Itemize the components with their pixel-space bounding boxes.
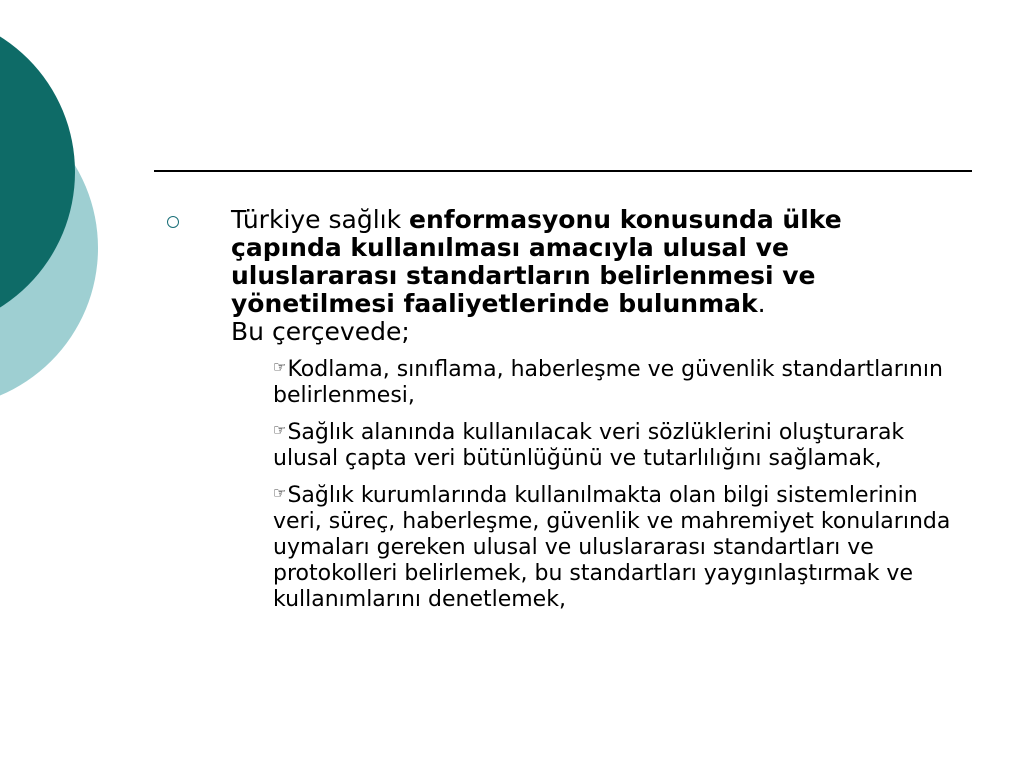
decorative-circles bbox=[0, 0, 110, 410]
title-divider-line bbox=[154, 170, 972, 172]
hollow-circle-bullet-icon bbox=[167, 216, 179, 228]
main-bullet-point bbox=[160, 206, 960, 346]
sub-bullet-item bbox=[273, 417, 960, 472]
main-point-bold: enformasyonu konusunda ülke çapında kullanılması amacıyla ulusal ve uluslararası standartların belirlenmesi ve yönetilmesi faaliyetlerinde bulunmak bbox=[231, 205, 842, 318]
pointing-hand-icon: ☞ bbox=[273, 421, 287, 439]
sub-point-text: Kodlama, sınıflama, haberleşme ve güvenlik standartlarının belirlenmesi, bbox=[273, 357, 943, 408]
sub-bullet-item bbox=[273, 480, 960, 613]
main-point-end: . bbox=[757, 289, 766, 318]
main-point-tail: Bu çerçevede; bbox=[231, 317, 410, 346]
slide-body bbox=[160, 206, 960, 613]
pointing-hand-icon: ☞ bbox=[273, 484, 287, 502]
main-point-intro: Türkiye sağlık bbox=[231, 205, 410, 234]
sub-point-text: Sağlık kurumlarında kullanılmakta olan bilgi sistemlerinin veri, süreç, haberleşme, güvenlik ve mahremiyet konularında uymaları gereken ulusal ve uluslararası standartları ve protokolleri belirlemek, bu standartları yaygınlaştırmak ve kullanımlarını denetlemek, bbox=[273, 483, 951, 612]
pointing-hand-icon: ☞ bbox=[273, 358, 287, 376]
sub-point-text: Sağlık alanında kullanılacak veri sözlüklerini oluşturarak ulusal çapta veri bütünlüğünü ve tutarlılığını sağlamak, bbox=[273, 420, 905, 471]
sub-bullet-item bbox=[273, 354, 960, 409]
